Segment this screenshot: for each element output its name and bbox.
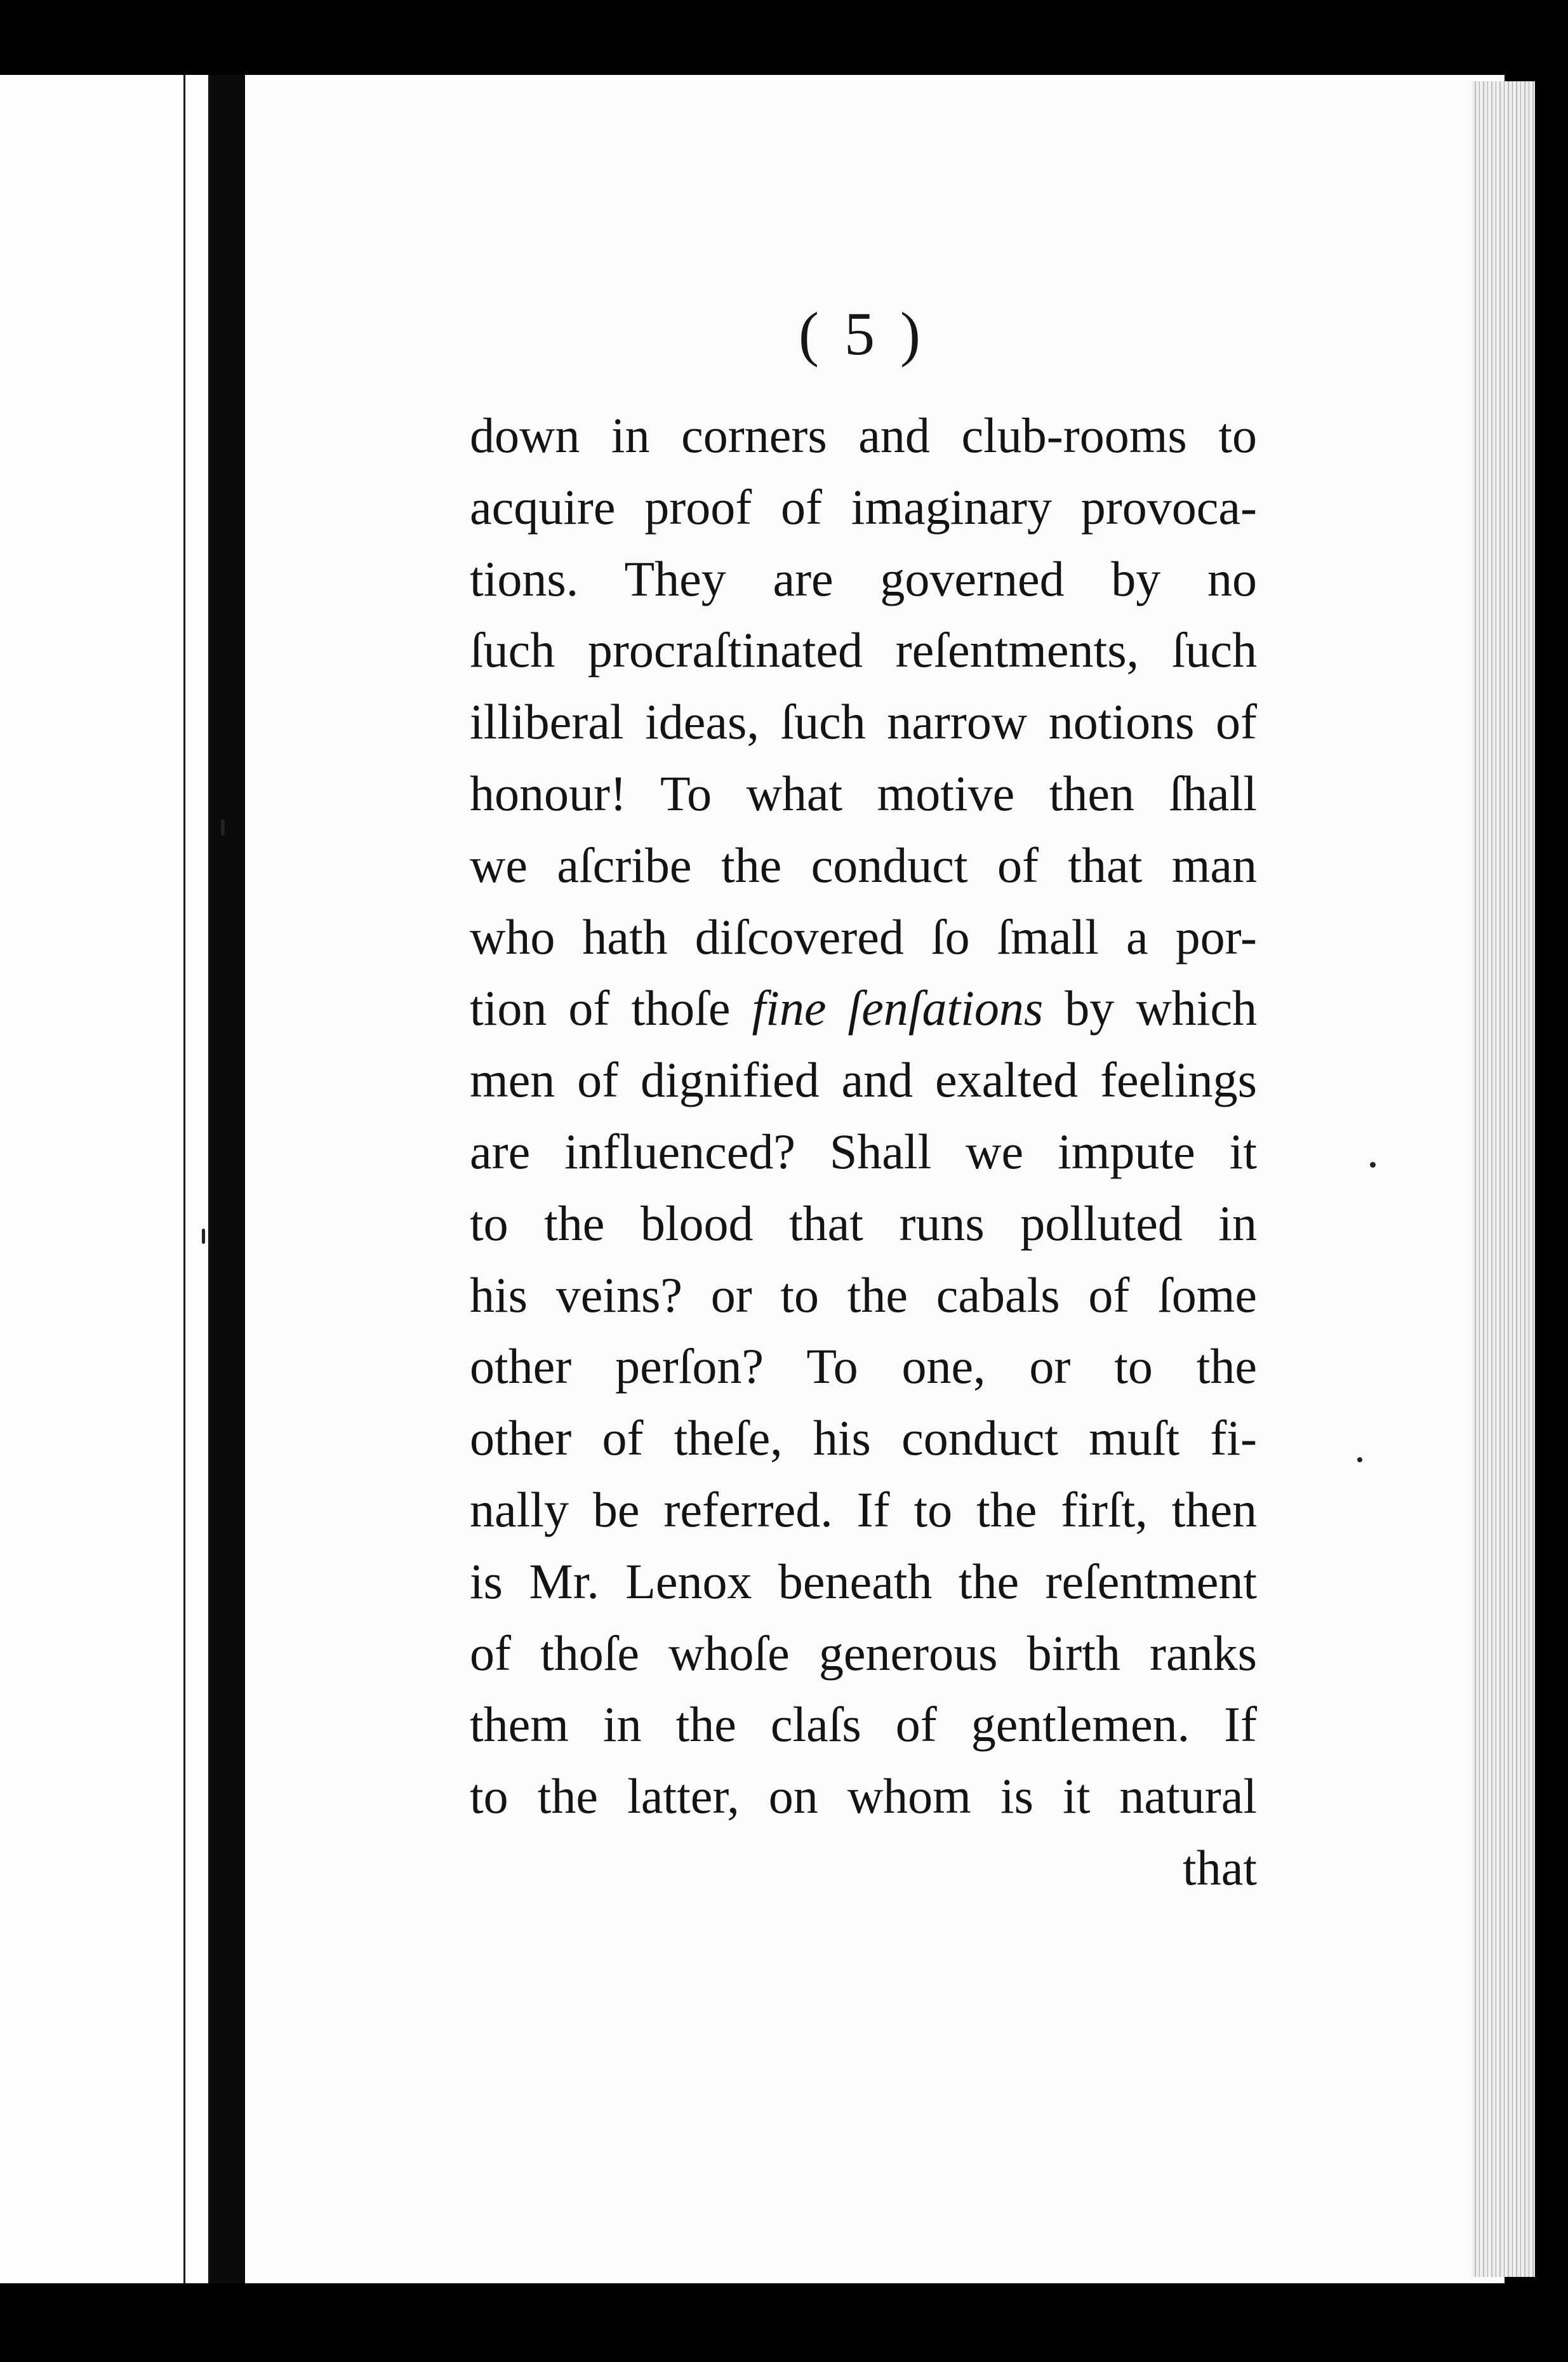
ink-speck bbox=[202, 1229, 205, 1244]
text-segment: tion of thoſe bbox=[470, 980, 752, 1036]
ink-speck bbox=[1357, 1457, 1362, 1462]
text-line: his veins? or to the cabals of ſome bbox=[470, 1267, 1257, 1323]
catchword: that bbox=[1183, 1839, 1257, 1895]
text-line: are influenced? Shall we impute it bbox=[470, 1123, 1257, 1179]
text-line: men of dignified and exalted feelings bbox=[470, 1052, 1257, 1108]
text-line: other of theſe, his conduct muſt fi- bbox=[470, 1410, 1257, 1466]
text-segment: by which bbox=[1043, 980, 1257, 1036]
text-line: them in the claſs of gentlemen. If bbox=[470, 1697, 1257, 1752]
page-number: ( 5 ) bbox=[799, 300, 926, 368]
ink-speck bbox=[221, 819, 225, 836]
text-line: acquire proof of imaginary provoca- bbox=[470, 479, 1257, 535]
text-line: ſuch procraſtinated reſentments, ſuch bbox=[470, 622, 1257, 678]
italic-phrase: fine ſenſations bbox=[752, 980, 1044, 1036]
text-line: illiberal ideas, ſuch narrow notions of bbox=[470, 694, 1257, 750]
text-line: is Mr. Lenox beneath the reſentment bbox=[470, 1553, 1257, 1609]
text-line: nally be referred. If to the firſt, then bbox=[470, 1481, 1257, 1537]
text-line: honour! To what motive then ſhall bbox=[470, 765, 1257, 821]
text-line: tions. They are governed by no bbox=[470, 550, 1257, 606]
text-line: other perſon? To one, or to the bbox=[470, 1338, 1257, 1394]
text-line: to the blood that runs polluted in bbox=[470, 1195, 1257, 1251]
book-gutter bbox=[211, 75, 245, 2283]
body-text bbox=[470, 400, 1257, 1904]
text-line-with-italic bbox=[470, 973, 1257, 1044]
ink-speck bbox=[1370, 1162, 1376, 1168]
left-page bbox=[0, 75, 211, 2283]
page-edges bbox=[1472, 81, 1535, 2277]
text-line: who hath diſcovered ſo ſmall a por- bbox=[470, 909, 1257, 964]
text-line: we aſcribe the conduct of that man bbox=[470, 837, 1257, 893]
text-line: to the latter, on whom is it natural bbox=[470, 1768, 1257, 1824]
text-line: down in corners and club-rooms to bbox=[470, 408, 1257, 463]
text-line: of thoſe whoſe generous birth ranks bbox=[470, 1625, 1257, 1681]
